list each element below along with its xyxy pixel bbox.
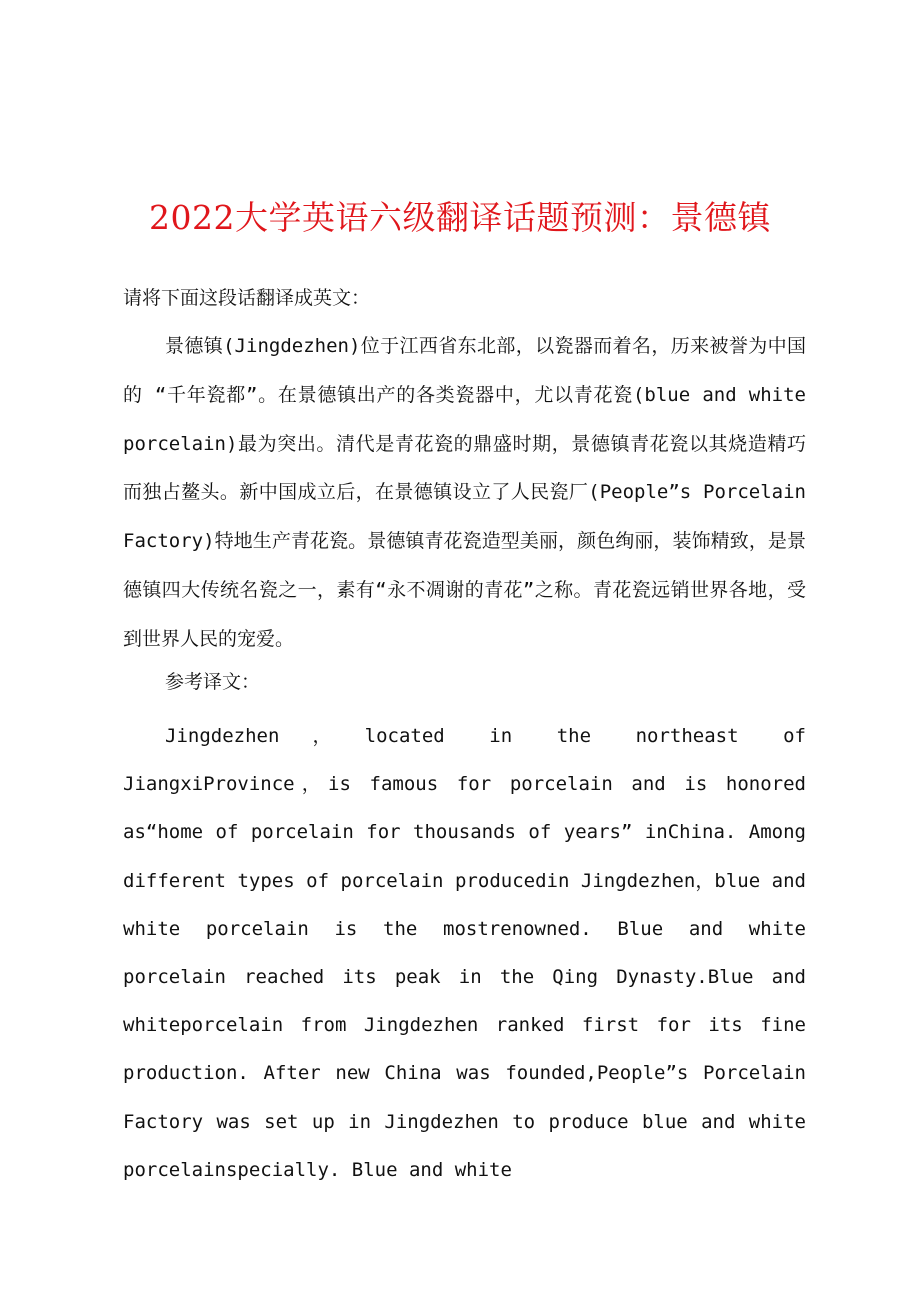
translation-instruction: 请将下面这段话翻译成英文： — [123, 287, 371, 309]
reference-translation-label: 参考译文： — [165, 671, 261, 693]
document-title: 2022大学英语六级翻译话题预测：景德镇 — [149, 198, 771, 237]
translation-paragraph: Jingdezhen，located in the northeast of JiangxiProvince，is famous for porcelain and is honored as“home of porcelain for thousands of years” inChina. Among different types of porcelain producedin Jingdezhen，blue and white porcelain is the mostrenowned. Blue and white porcelain reached its peak in the Qing Dynasty.Blue and whiteporcelain from Jingdezhen ranked first for its fine production. After new China was founded,People”s Porcelain Factory was set up in Jingdezhen to produce blue and white porcelainspecially. Blue and white — [123, 725, 806, 1181]
source-paragraph: 景德镇(Jingdezhen)位于江西省东北部，以瓷器而着名，历来被誉为中国的 “千年瓷都”。在景德镇出产的各类瓷器中，尤以青花瓷(blue and white porcelain)最为突出。清代是青花瓷的鼎盛时期，景德镇青花瓷以其烧造精巧而独占鳌头。新中国成立后，在景德镇设立了人民瓷厂(People”s Porcelain Factory)特地生产青花瓷。景德镇青花瓷造型美丽，颜色绚丽，装饰精致，是景德镇四大传统名瓷之一，素有“永不凋谢的青花”之称。青花瓷远销世界各地，受到世界人民的宠爱。 — [123, 335, 806, 650]
